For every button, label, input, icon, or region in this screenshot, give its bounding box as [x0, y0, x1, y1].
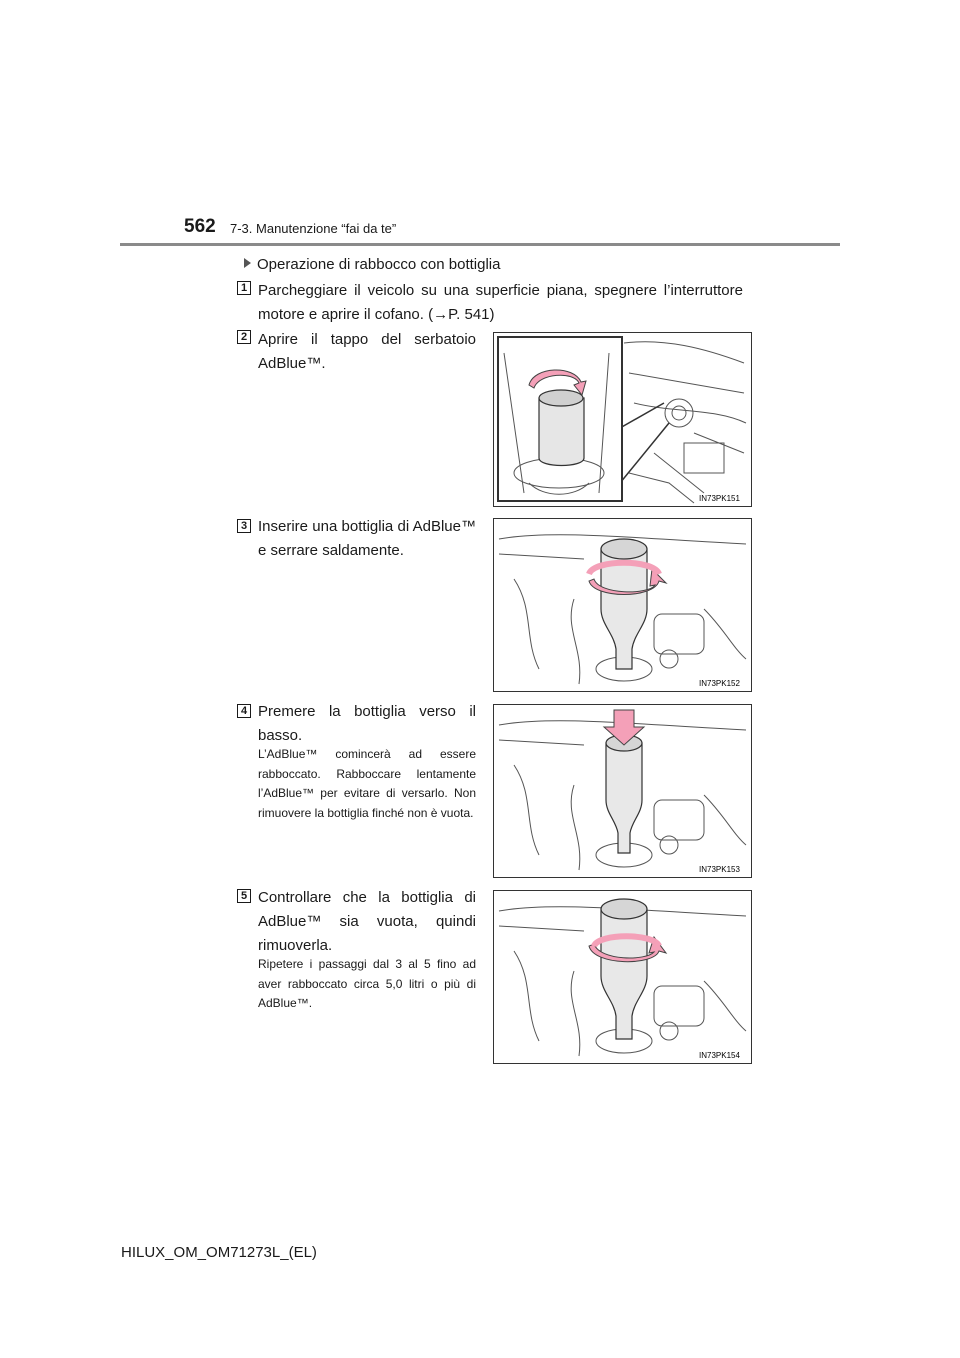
triangle-bullet-icon: [244, 258, 251, 268]
section-title: 7-3. Manutenzione “fai da te”: [230, 221, 397, 236]
step-5-number: 5: [237, 889, 251, 903]
figure-open-cap: [493, 332, 752, 507]
step-2-number: 2: [237, 330, 251, 344]
step-1-text: Parcheggiare il veicolo su una superficie piana, spegnere l’interruttore motore e aprire il cofano. (→P. 541): [258, 282, 743, 323]
procedure-title-text: Operazione di rabbocco con bottiglia: [257, 256, 501, 273]
step-3-number: 3: [237, 519, 251, 533]
figure-insert-bottle: [493, 518, 752, 692]
step-4-number: 4: [237, 704, 251, 718]
step-2-text: Aprire il tappo del serbatoio AdBlue™.: [258, 331, 476, 372]
header-rule: [120, 243, 840, 246]
step-1-number: 1: [237, 281, 251, 295]
step-5-note: Ripetere i passaggi dal 3 al 5 fino ad aver rabboccato circa 5,0 litri o più di AdBlue™.: [258, 957, 476, 1010]
step-3-text: Inserire una bottiglia di AdBlue™ e serrare saldamente.: [258, 518, 476, 559]
step-4-note: L’AdBlue™ comincerà ad essere rabboccato. Rabboccare lentamente l’AdBlue™ per evitare di versarlo. Non rimuovere la bottiglia finché non è vuota.: [258, 747, 476, 820]
figure-press-bottle: [493, 704, 752, 878]
document-code: HILUX_OM_OM71273L_(EL): [121, 1244, 317, 1261]
figure-remove-bottle: [493, 890, 752, 1064]
figure-code-label: IN73PK152: [699, 679, 740, 688]
procedure-title: [244, 256, 501, 273]
step-4-text: Premere la bottiglia verso il basso.: [258, 703, 476, 744]
page-number: 562: [184, 216, 216, 237]
figure-code-label: IN73PK151: [699, 494, 740, 503]
figure-code-label: IN73PK153: [699, 865, 740, 874]
step-5-text: Controllare che la bottiglia di AdBlue™ sia vuota, quindi rimuoverla.: [258, 889, 476, 954]
figure-code-label: IN73PK154: [699, 1051, 740, 1060]
